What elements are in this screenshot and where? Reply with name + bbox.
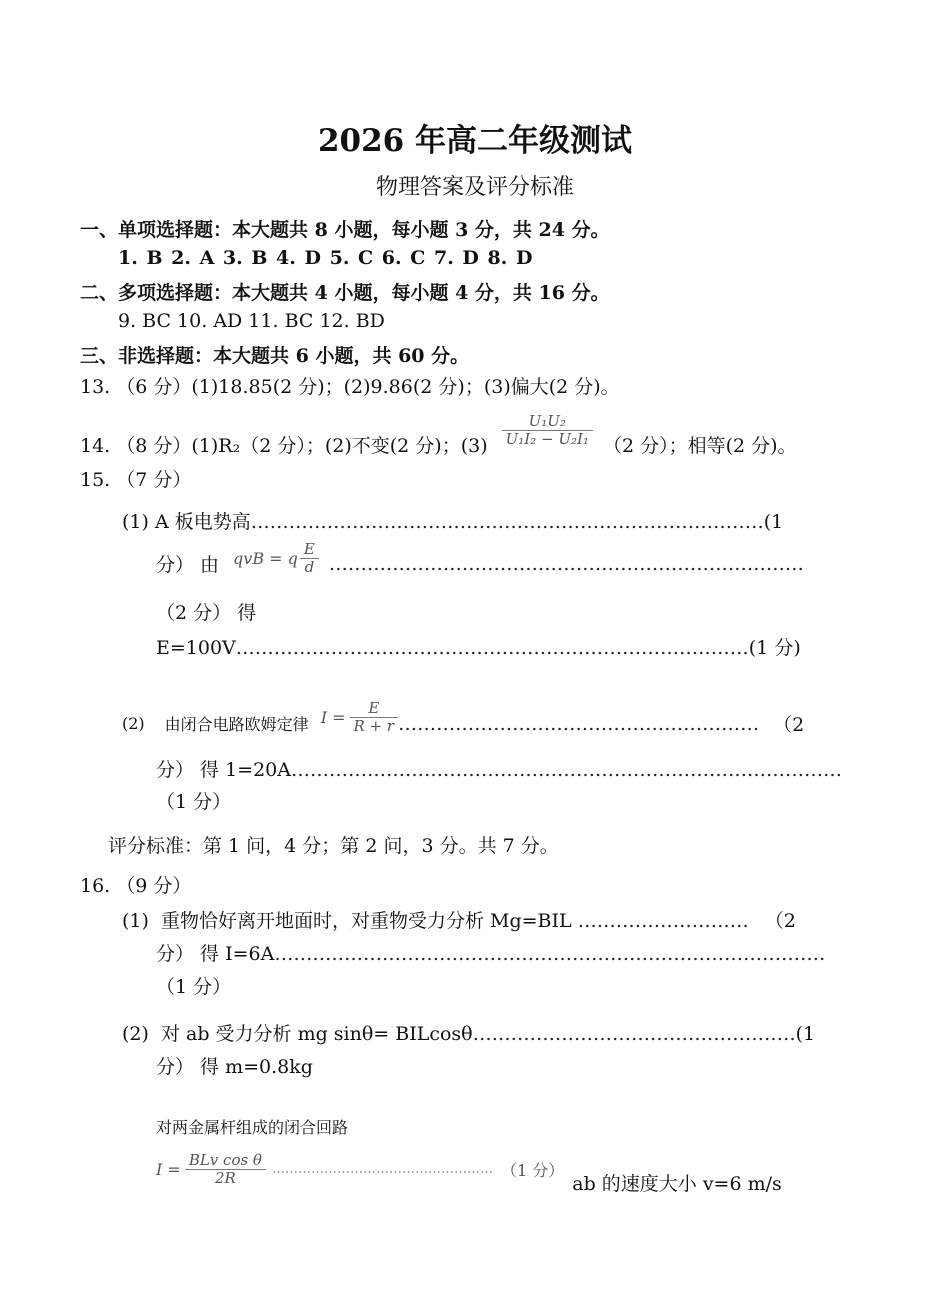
- dot-leader: ……………………………………………: [472, 1023, 796, 1045]
- section-1-heading: 一、单项选择题：本大题共 8 小题，每小题 3 分，共 24 分。: [80, 219, 610, 241]
- dot-leader: ………………………………………………………………………: [250, 511, 764, 533]
- q15-part2-eq-denominator: R + r: [353, 717, 395, 735]
- q16-part1-score: （2: [764, 910, 796, 932]
- q16-part1-label: (1): [122, 910, 149, 932]
- q15-eq-lhs: qvB = q: [233, 549, 298, 568]
- q16-part1-line2: [156, 939, 825, 966]
- section-1-answers: 1. B 2. A 3. B 4. D 5. C 6. C 7. D 8. D: [118, 247, 533, 269]
- q15-scoring-note: 评分标准：第 1 问，4 分；第 2 问，3 分。共 7 分。: [108, 835, 559, 857]
- q16-heading: 16. （9 分）: [80, 875, 192, 897]
- dot-leader: …………………………………………………: [398, 712, 760, 735]
- q16-part2-line1: [122, 1019, 815, 1046]
- q16-part2-label: (2): [122, 1023, 149, 1045]
- q15-part2-line3: （1 分）: [156, 791, 232, 813]
- dot-leader: ………………………………………………………………………: [235, 637, 749, 659]
- q15-part2-line1: [122, 698, 804, 737]
- q15-eq-fraction: [300, 541, 319, 577]
- q16-part3-eq-lhs: I =: [156, 1160, 181, 1179]
- q16-part1-result: 分） 得 I=6A: [156, 943, 275, 965]
- q15-part2-result: 分） 得 1=20A: [156, 759, 291, 781]
- q15-part1-score: (1: [763, 511, 784, 533]
- section-2-heading: 二、多项选择题：本大题共 4 小题，每小题 4 分，共 16 分。: [80, 282, 610, 304]
- dot-leader: ………………………: [577, 910, 749, 932]
- q13-answer: 13. （6 分）(1)18.85(2 分)；(2)9.86(2 分)；(3)偏大(2 分)。: [80, 376, 620, 398]
- q14-prefix: 14. （8 分）(1)R₂（2 分）；(2)不变(2 分)；(3): [80, 435, 488, 457]
- q14-formula-denominator: U₁I₂ − U₂I₁: [505, 430, 589, 448]
- q15-heading: 15. （7 分）: [80, 469, 192, 491]
- q16-part1-line1: [122, 906, 796, 933]
- q15-part1-line3: （2 分） 得: [156, 602, 257, 624]
- q15-part1-line4: [156, 633, 801, 660]
- q15-part2-eq-numerator: E: [350, 700, 399, 718]
- q16-part3-equation-line: [156, 1143, 782, 1196]
- q15-part2-score: （2: [773, 714, 805, 736]
- q15-part1-result-score: (1 分): [748, 637, 801, 659]
- section-2-answers: 9. BC 10. AD 11. BC 12. BD: [118, 310, 385, 332]
- q15-eq-numerator: E: [300, 541, 319, 559]
- q16-part3-eq-fraction: [185, 1152, 266, 1188]
- dot-leader: ……………………………………………………………………………: [274, 943, 826, 965]
- section-3-heading: 三、非选择题：本大题共 6 小题，共 60 分。: [80, 345, 470, 367]
- dot-leader: …………………………………………………………………: [328, 552, 804, 575]
- q16-part3-eq-numerator: BLv cos θ: [185, 1152, 266, 1170]
- q15-eq-denominator: d: [304, 558, 315, 576]
- q16-part3-result: ab 的速度大小 v=6 m/s: [572, 1173, 782, 1195]
- q16-part2-score: (1: [795, 1023, 816, 1045]
- q15-part1-line2: [156, 540, 804, 577]
- q15-part2-eq-fraction: [350, 700, 399, 736]
- q15-part2-eq-lhs: I =: [320, 708, 346, 727]
- q15-part1-text: A 板电势高: [154, 511, 251, 533]
- q15-part2-label: (2): [122, 714, 145, 733]
- q15-part1-by: 分） 由: [156, 554, 220, 576]
- q15-part1-label: (1): [122, 511, 149, 533]
- q16-part1-line3: （1 分）: [156, 976, 232, 998]
- q16-part2-text: 对 ab 受力分析 mg sinθ= BILcosθ: [160, 1023, 473, 1045]
- q16-part3-eq-denominator: 2R: [214, 1169, 236, 1187]
- dot-leader: ……………………………………………………………………………: [291, 759, 842, 781]
- q15-part2-text: 由闭合电路欧姆定律: [164, 715, 309, 734]
- q14-formula-numerator: U₁U₂: [502, 413, 593, 431]
- dot-leader: ……………………………………………: [271, 1162, 493, 1177]
- q15-part2-line2: [156, 755, 842, 782]
- q16-part3-text: 对两金属杆组成的闭合回路: [156, 1118, 349, 1137]
- q15-part1-line1: [122, 507, 783, 534]
- q14-suffix: （2 分）；相等(2 分)。: [602, 435, 797, 457]
- page-title: 2026 年高二年级测试: [317, 123, 633, 159]
- page-subtitle: 物理答案及评分标准: [375, 175, 574, 200]
- q15-part1-result: E=100V: [156, 637, 236, 659]
- q14-formula: [502, 413, 593, 449]
- q14-answer: [80, 403, 797, 458]
- q16-part1-text: 重物恰好离开地面时，对重物受力分析 Mg=BIL: [160, 910, 572, 932]
- q16-part2-line2: 分） 得 m=0.8kg: [156, 1056, 313, 1078]
- q16-part3-score: （1 分）: [500, 1161, 565, 1180]
